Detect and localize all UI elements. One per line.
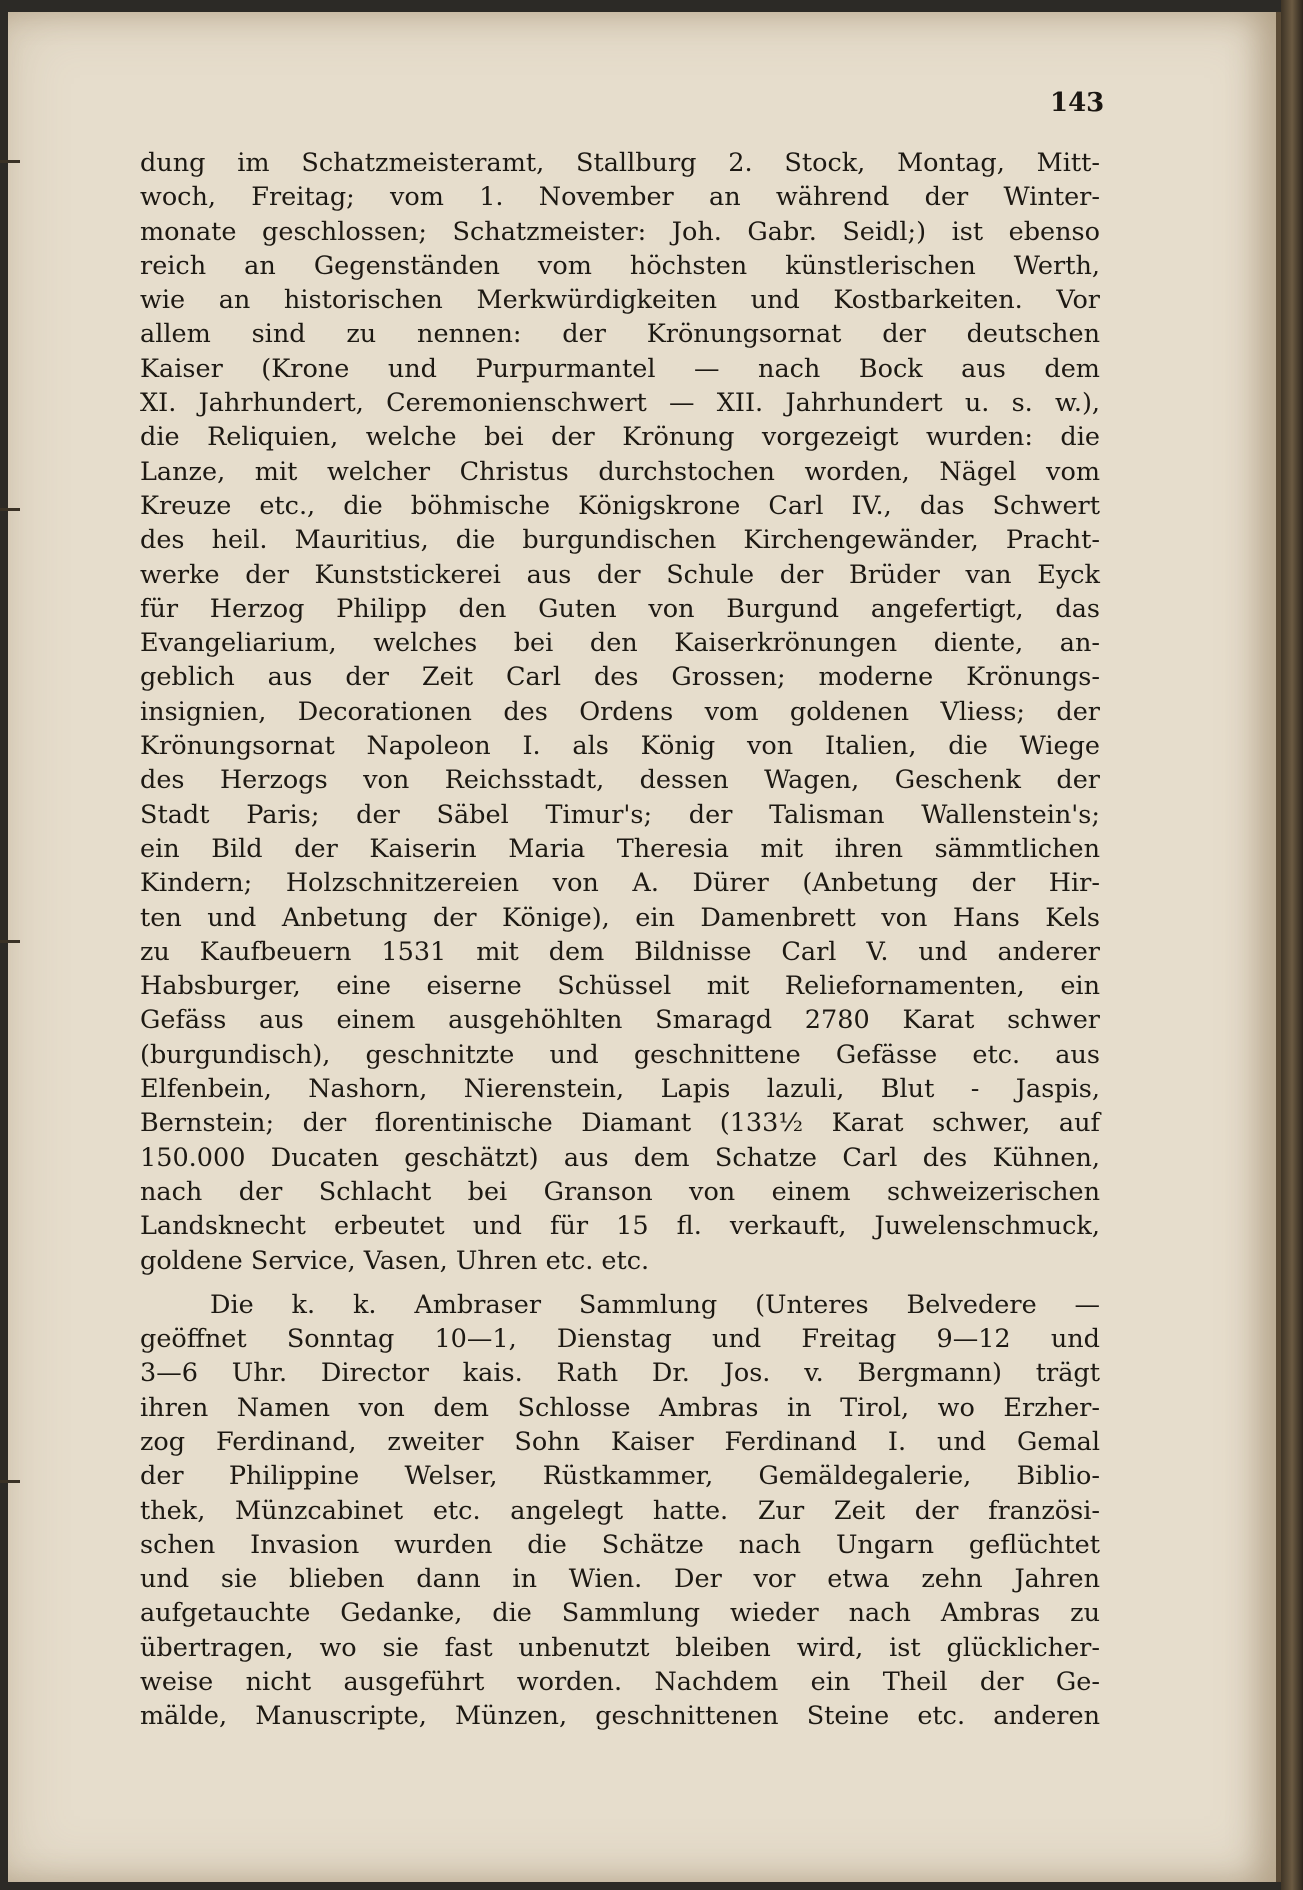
text-line: Bernstein; der florentinische Diamant (133½ Karat schwer, auf: [140, 1108, 1100, 1139]
text-line: geöffnet Sonntag 10—1, Dienstag und Freitag 9—12 und: [140, 1324, 1100, 1355]
text-line: reich an Gegenständen vom höchsten künstlerischen Werth,: [140, 250, 1100, 281]
text-line: ten und Anbetung der Könige), ein Damenbrett von Hans Kels: [140, 902, 1100, 933]
paragraph-treasury: [140, 146, 1100, 1278]
text-line: die Reliquien, welche bei der Krönung vorgezeigt wurden: die: [140, 422, 1100, 453]
text-line: Landsknecht erbeutet und für 15 fl. verkauft, Juwelenschmuck,: [140, 1211, 1100, 1242]
text-line: für Herzog Philipp den Guten von Burgund angefertigt, das: [140, 593, 1100, 624]
book-edge: [1281, 0, 1303, 1890]
text-line: zu Kaufbeuern 1531 mit dem Bildnisse Carl V. und anderer: [140, 936, 1100, 967]
text-line: thek, Münzcabinet etc. angelegt hatte. Zur Zeit der französi-: [140, 1495, 1100, 1526]
binding-thread-mark: [0, 1480, 20, 1483]
binding-thread-mark: [0, 160, 20, 163]
text-line: dung im Schatzmeisteramt, Stallburg 2. Stock, Montag, Mitt-: [140, 148, 1100, 178]
text-line: schen Invasion wurden die Schätze nach Ungarn geflüchtet: [140, 1529, 1100, 1560]
text-line: insignien, Decorationen des Ordens vom goldenen Vliess; der: [140, 696, 1100, 727]
text-line: Evangeliarium, welches bei den Kaiserkrönungen diente, an-: [140, 628, 1100, 659]
text-line: (burgundisch), geschnitzte und geschnittene Gefässe etc. aus: [140, 1039, 1100, 1070]
text-line: mälde, Manuscripte, Münzen, geschnittenen Steine etc. anderen: [140, 1701, 1100, 1732]
text-line: weise nicht ausgeführt worden. Nachdem ein Theil der Ge-: [140, 1667, 1100, 1698]
text-line: aufgetauchte Gedanke, die Sammlung wieder nach Ambras zu: [140, 1598, 1100, 1629]
binding-thread-mark: [0, 940, 20, 943]
text-line: allem sind zu nennen: der Krönungsornat der deutschen: [140, 319, 1100, 350]
text-line: ihren Namen von dem Schlosse Ambras in Tirol, wo Erzher-: [140, 1392, 1100, 1423]
text-line: werke der Kunststickerei aus der Schule der Brüder van Eyck: [140, 559, 1100, 590]
text-line: geblich aus der Zeit Carl des Grossen; moderne Krönungs-: [140, 662, 1100, 693]
text-line: wie an historischen Merkwürdigkeiten und Kostbarkeiten. Vor: [140, 285, 1100, 316]
text-line: XI. Jahrhundert, Ceremonienschwert — XII. Jahrhundert u. s. w.),: [140, 388, 1100, 419]
text-line: zog Ferdinand, zweiter Sohn Kaiser Ferdinand I. und Gemal: [140, 1426, 1100, 1457]
binding-thread-mark: [0, 508, 20, 511]
text-line: Kindern; Holzschnitzereien von A. Dürer (Anbetung der Hir-: [140, 868, 1100, 899]
text-line: Elfenbein, Nashorn, Nierenstein, Lapis lazuli, Blut - Jaspis,: [140, 1074, 1100, 1105]
text-line: nach der Schlacht bei Granson von einem schweizerischen: [140, 1176, 1100, 1207]
text-line: 3—6 Uhr. Director kais. Rath Dr. Jos. v. Bergmann) trägt: [140, 1358, 1100, 1389]
text-line: monate geschlossen; Schatzmeister: Joh. Gabr. Seidl;) ist ebenso: [140, 216, 1100, 247]
text-line: des heil. Mauritius, die burgundischen Kirchengewänder, Pracht-: [140, 525, 1100, 556]
text-line: Gefäss aus einem ausgehöhlten Smaragd 2780 Karat schwer: [140, 1005, 1100, 1036]
paragraph-ambras: [140, 1288, 1100, 1734]
text-line: Krönungsornat Napoleon I. als König von Italien, die Wiege: [140, 731, 1100, 762]
paragraph-gap: [140, 1278, 1100, 1288]
text-line: goldene Service, Vasen, Uhren etc. etc.: [140, 1245, 650, 1276]
text-line: woch, Freitag; vom 1. November an während der Winter-: [140, 182, 1100, 213]
text-line: Lanze, mit welcher Christus durchstochen worden, Nägel vom: [140, 456, 1100, 487]
text-line: Kreuze etc., die böhmische Königskrone Carl IV., das Schwert: [140, 490, 1100, 521]
text-line: Kaiser (Krone und Purpurmantel — nach Bock aus dem: [140, 353, 1100, 384]
page-number: 143: [1050, 88, 1105, 118]
text-line: 150.000 Ducaten geschätzt) aus dem Schatze Carl des Kühnen,: [140, 1142, 1100, 1173]
text-line: der Philippine Welser, Rüstkammer, Gemäldegalerie, Biblio-: [140, 1461, 1100, 1492]
text-line: übertragen, wo sie fast unbenutzt bleiben wird, ist glücklicher-: [140, 1632, 1100, 1663]
text-line: des Herzogs von Reichsstadt, dessen Wagen, Geschenk der: [140, 765, 1100, 796]
text-line: Habsburger, eine eiserne Schüssel mit Reliefornamenten, ein: [140, 971, 1100, 1002]
body-text: [140, 146, 1100, 1734]
text-line: und sie blieben dann in Wien. Der vor etwa zehn Jahren: [140, 1564, 1100, 1595]
text-line: Die k. k. Ambraser Sammlung (Unteres Belvedere —: [210, 1289, 1100, 1320]
text-line: ein Bild der Kaiserin Maria Theresia mit ihren sämmtlichen: [140, 833, 1100, 864]
text-line: Stadt Paris; der Säbel Timur's; der Talisman Wallenstein's;: [140, 799, 1100, 830]
